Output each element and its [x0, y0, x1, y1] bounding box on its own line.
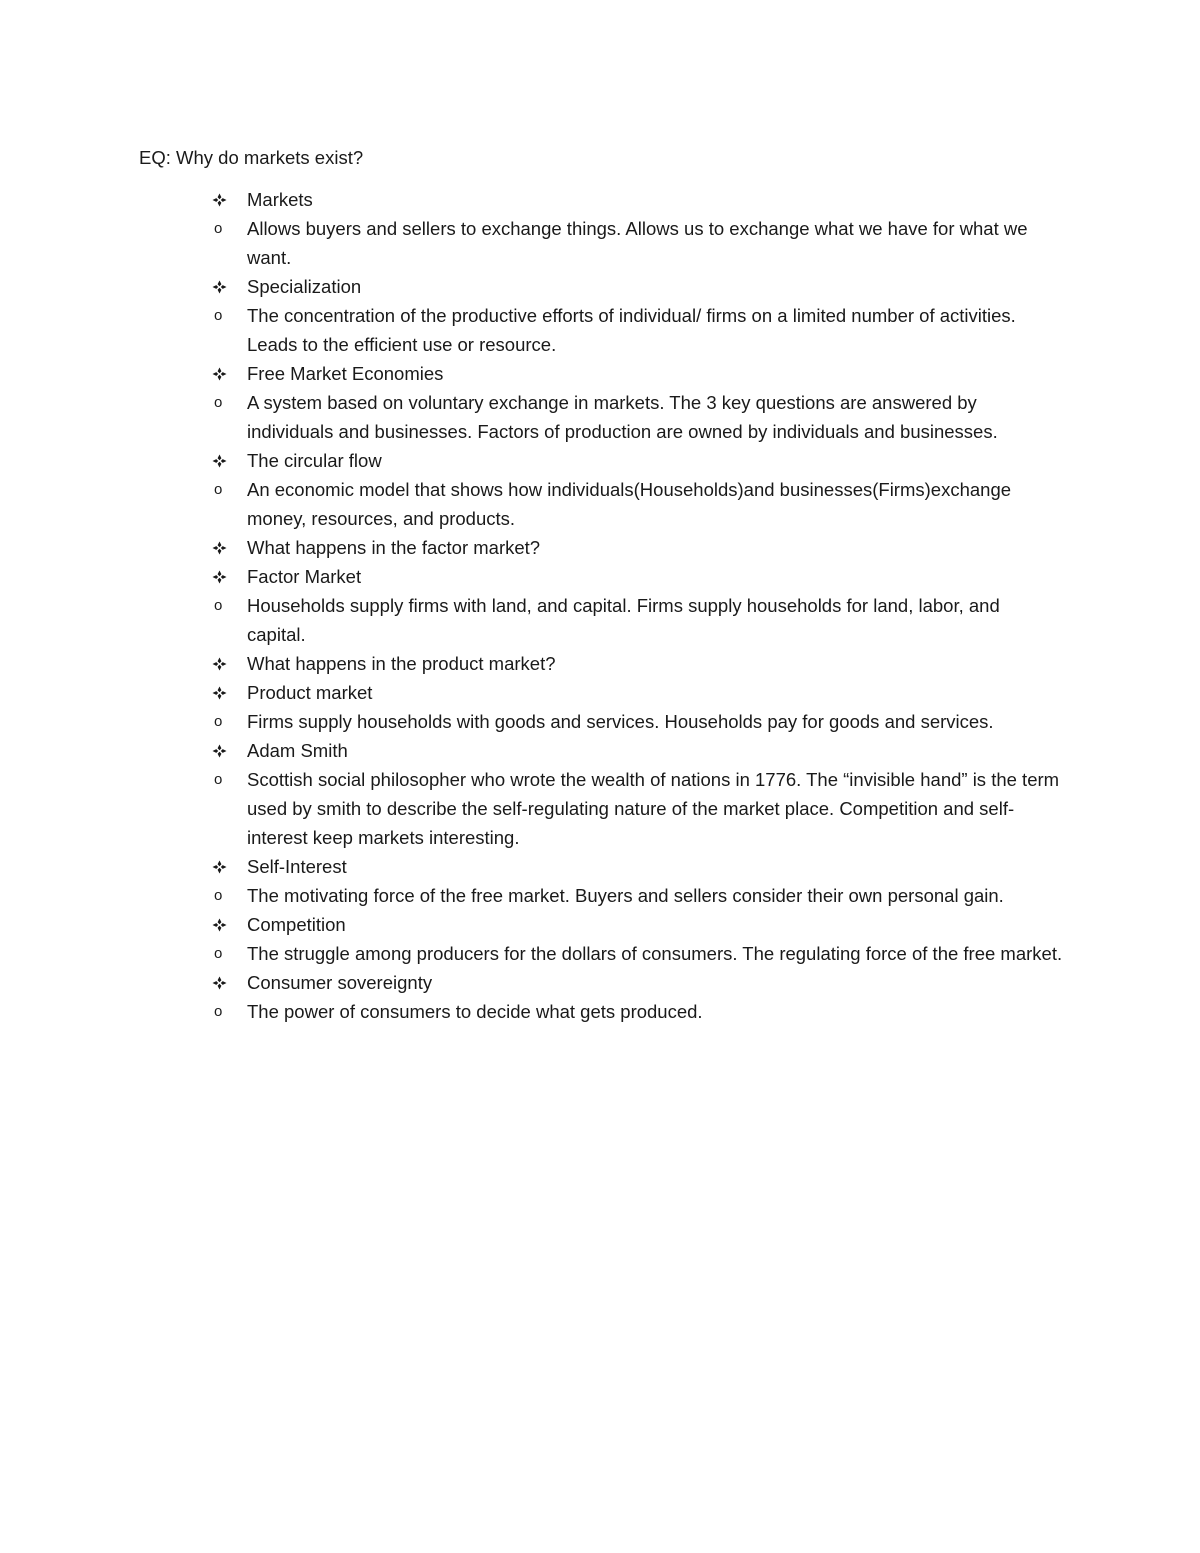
outline-definition — [0, 591, 1063, 649]
outline-topic — [0, 649, 1063, 678]
outline-topic — [0, 852, 1063, 881]
diamond-bullet-icon — [212, 562, 232, 584]
diamond-bullet-icon — [212, 678, 232, 700]
outline-text: A system based on voluntary exchange in markets. The 3 key questions are answered by individuals and businesses. Factors of production are owned by individuals and businesses. — [247, 392, 998, 442]
outline-list — [0, 185, 1200, 1026]
outline-text: Scottish social philosopher who wrote the wealth of nations in 1776. The “invisible hand” is the term used by smith to describe the self-regulating nature of the market place. Competition and self-interest keep markets interesting. — [247, 769, 1060, 848]
circle-bullet-icon: o — [214, 945, 223, 962]
diamond-bullet-icon — [212, 533, 232, 555]
diamond-bullet-icon — [212, 968, 232, 990]
outline-text: What happens in the product market? — [247, 653, 556, 674]
diamond-bullet-icon — [212, 649, 232, 671]
outline-text: Competition — [247, 914, 346, 935]
outline-text: Households supply firms with land, and capital. Firms supply households for land, labor, and capital. — [247, 595, 1000, 645]
outline-definition — [0, 997, 1063, 1026]
outline-text: The concentration of the productive efforts of individual/ firms on a limited number of activities. Leads to the efficient use or resource. — [247, 305, 1016, 355]
outline-text: Firms supply households with goods and services. Households pay for goods and services. — [247, 711, 994, 732]
diamond-bullet-icon — [212, 852, 232, 874]
diamond-bullet-icon — [212, 185, 232, 207]
outline-definition — [0, 301, 1063, 359]
outline-topic — [0, 359, 1063, 388]
outline-topic — [0, 272, 1063, 301]
diamond-bullet-icon — [212, 359, 232, 381]
circle-bullet-icon: o — [214, 771, 223, 788]
outline-text: The circular flow — [247, 450, 382, 471]
circle-bullet-icon: o — [214, 713, 223, 730]
outline-topic — [0, 533, 1063, 562]
diamond-bullet-icon — [212, 910, 232, 932]
circle-bullet-icon: o — [214, 481, 223, 498]
outline-text: An economic model that shows how individuals(Households)and businesses(Firms)exchange money, resources, and products. — [247, 479, 1012, 529]
outline-topic — [0, 562, 1063, 591]
outline-topic — [0, 185, 1063, 214]
outline-definition — [0, 707, 1063, 736]
outline-text: Self-Interest — [247, 856, 347, 877]
circle-bullet-icon: o — [214, 394, 223, 411]
outline-text: What happens in the factor market? — [247, 537, 541, 558]
outline-text: The power of consumers to decide what gets produced. — [247, 1001, 703, 1022]
outline-text: Consumer sovereignty — [247, 972, 433, 993]
outline-definition — [0, 881, 1063, 910]
outline-text: Adam Smith — [247, 740, 348, 761]
circle-bullet-icon: o — [214, 887, 223, 904]
outline-text: Factor Market — [247, 566, 362, 587]
outline-definition — [0, 765, 1063, 852]
outline-topic — [0, 446, 1063, 475]
page-heading: EQ: Why do markets exist? — [139, 147, 364, 168]
outline-text: The motivating force of the free market. Buyers and sellers consider their own personal gain. — [247, 885, 1004, 906]
outline-text: Specialization — [247, 276, 362, 297]
outline-text: Free Market Economies — [247, 363, 444, 384]
outline-text: The struggle among producers for the dollars of consumers. The regulating force of the free market. — [247, 943, 1063, 964]
outline-topic — [0, 736, 1063, 765]
outline-definition — [0, 939, 1063, 968]
circle-bullet-icon: o — [214, 597, 223, 614]
outline-definition — [0, 388, 1063, 446]
diamond-bullet-icon — [212, 446, 232, 468]
circle-bullet-icon: o — [214, 220, 223, 237]
outline-text: Product market — [247, 682, 373, 703]
diamond-bullet-icon — [212, 272, 232, 294]
outline-text: Markets — [247, 189, 313, 210]
diamond-bullet-icon — [212, 736, 232, 758]
outline-topic — [0, 910, 1063, 939]
outline-topic — [0, 968, 1063, 997]
outline-topic — [0, 678, 1063, 707]
outline-definition — [0, 214, 1063, 272]
outline-definition — [0, 475, 1063, 533]
outline-text: Allows buyers and sellers to exchange things. Allows us to exchange what we have for what we want. — [247, 218, 1028, 268]
circle-bullet-icon: o — [214, 307, 223, 324]
circle-bullet-icon: o — [214, 1003, 223, 1020]
